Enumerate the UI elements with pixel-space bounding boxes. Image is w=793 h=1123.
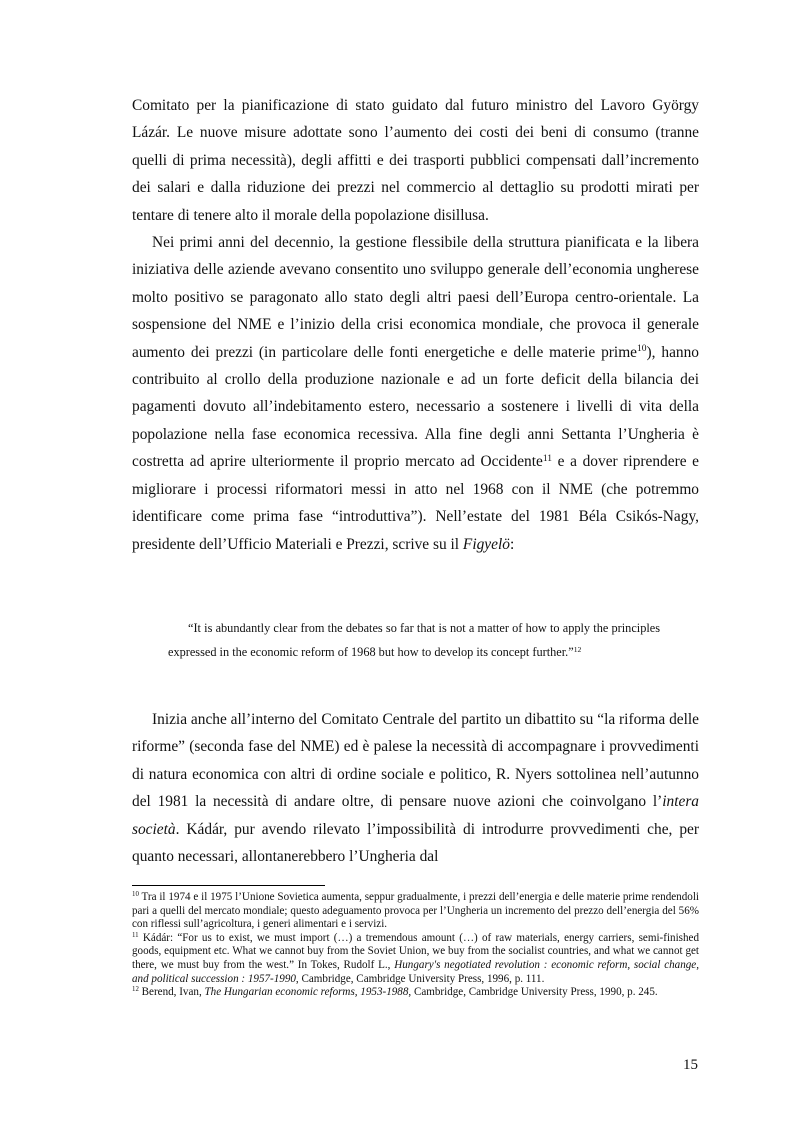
footnote-11	[132, 932, 699, 986]
main-text-bottom	[132, 706, 699, 870]
footnote-ref-12[interactable]: 12	[573, 644, 582, 654]
footnote-separator	[132, 885, 325, 886]
main-text-top	[132, 92, 699, 558]
footnote-number: 12	[132, 986, 139, 994]
footnote-text-end: , Cambridge, Cambridge University Press, 1990, p. 245.	[408, 986, 658, 999]
footnote-number: 11	[132, 932, 139, 939]
footnote-10	[132, 891, 699, 932]
footnote-ref-11[interactable]: 11	[542, 453, 553, 465]
emphasis-intera-societa: intera società	[132, 793, 699, 838]
paragraph-2-text-a: Nei primi anni del decennio, la gestione flessibile della struttura pianificata e la libera iniziativa delle aziende avevano consentito uno sviluppo generale dell’economia ungherese molto positivo se paragonato allo stato degli altri paesi dell’Europa centro-orientale. La sospensione del NME e l’inizio della crisi economica mondiale, che provoca il generale aumento dei prezzi (in particolare delle fonti energetiche e delle materie prime	[132, 234, 699, 361]
paragraph-2-text-b: ), hanno contribuito al crollo della produzione nazionale e ad un forte deficit della bilancia dei pagamenti dovuto all’indebitamento estero, necessario a sostenere i livelli di vita della popolazione nella fase economica recessiva. Alla fine degli anni Settanta l’Ungheria è costretta ad aprire ulteriormente il proprio mercato ad Occidente	[132, 343, 699, 471]
quote-text: “It is abundantly clear from the debates so far that is not a matter of how to apply the principles expressed in the economic reform of 1968 but how to develop its concept further.”	[168, 621, 660, 659]
paragraph-1	[132, 92, 699, 229]
footnote-text: Tra il 1974 e il 1975 l’Unione Sovietica aumenta, seppur gradualmente, i prezzi dell’energia e delle materie prime rendendoli pari a quelli del mercato mondiale; questo adeguamento provoca per l’Ungheria un incremento del prezzo dell’energia del 56% con riflessi sull’agricoltura, i generi alimentari e i servizi.	[132, 891, 699, 931]
paragraph-3	[132, 706, 699, 870]
footnote-text: Berend, Ivan,	[138, 986, 205, 999]
paragraph-1-text: Comitato per la pianificazione di stato guidato dal futuro ministro del Lavoro György Lázár. Le nuove misure adottate sono l’aumento dei costi dei beni di consumo (tranne quelli di prima necessità), degli affitti e dei trasporti pubblici compensati dall’incremento dei salari e dalla riduzione dei prezzi nel commercio al dettaglio su prodotti mirati per tentare di tenere alto il morale della popolazione disillusa.	[132, 97, 699, 224]
journal-title: Figyelö	[462, 535, 510, 553]
paragraph-2-text-c: e a dover riprendere e migliorare i processi riformatori messi in atto nel 1968 con il NME (che potremmo identificare come prima fase “introduttiva”). Nell’estate del 1981 Béla Csikós-Nagy, presidente dell’Ufficio Materiali e Prezzi, scrive su il	[132, 453, 699, 553]
footnote-ref-10[interactable]: 10	[637, 343, 647, 355]
book-title: The Hungarian economic reforms, 1953-1988	[204, 986, 409, 999]
book-title: Hungary's negotiated revolution : economic reform, social change, and political succession : 1957-1990	[132, 958, 700, 985]
footnotes	[132, 891, 699, 1000]
footnote-12	[132, 986, 699, 1000]
paragraph-2-end: :	[509, 535, 515, 553]
paragraph-2	[132, 229, 699, 558]
footnote-text: Kádár: “For us to exist, we must import (…) a tremendous amount (…) of raw materials, energy carriers, semi-finished goods, equipment etc. What we cannot buy from the Soviet Union, we buy from the socialist countries, and what we cannot get there, we must buy from the west.” In Tokes, Rudolf L.,	[132, 931, 699, 971]
paragraph-3-text-b: . Kádár, pur avendo rilevato l’impossibilità di introdurre provvedimenti che, per quanto necessari, allontanerebbero l’Ungheria dal	[132, 820, 699, 866]
footnote-text-end: , Cambridge, Cambridge University Press, 1996, p. 111.	[295, 972, 545, 985]
paragraph-3-text-a: Inizia anche all’interno del Comitato Centrale del partito un dibattito su “la riforma delle riforme” (seconda fase del NME) ed è palese la necessità di accompagnare i provvedimenti di natura economica con altri di ordine sociale e politico, R. Nyers sottolinea nell’autunno del 1981 la necessità di andare oltre, di pensare nuove azioni che coinvolgano l’	[132, 711, 699, 811]
footnote-number: 10	[132, 891, 139, 899]
page-number: 15	[683, 1057, 698, 1073]
block-quote	[168, 616, 660, 664]
